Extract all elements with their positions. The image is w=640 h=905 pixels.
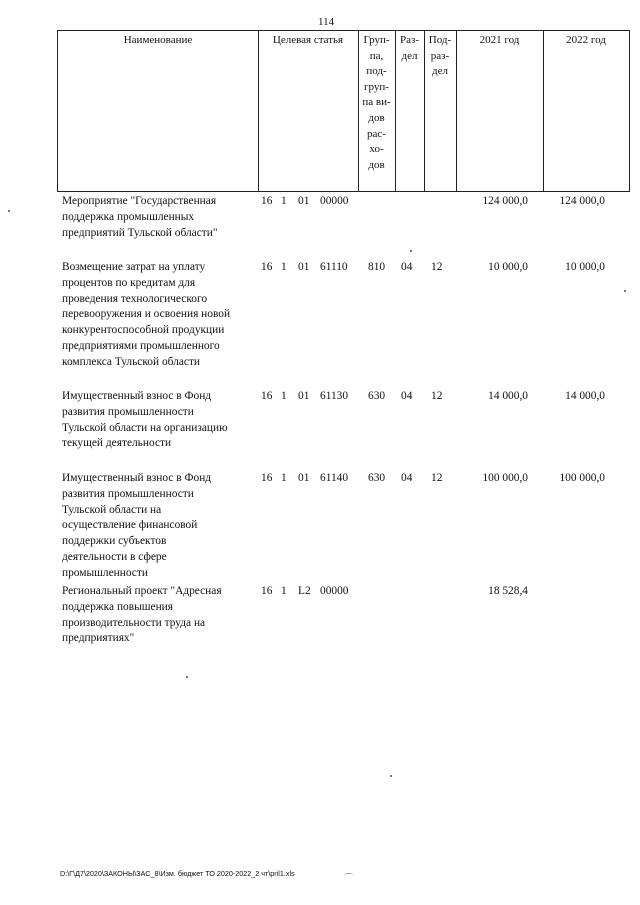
- value-2021: 124 000,0: [482, 195, 528, 207]
- scan-speck: [624, 290, 626, 292]
- code-direction: 61130: [320, 390, 349, 402]
- code-group: 810: [368, 261, 386, 273]
- page-number: 114: [318, 16, 335, 28]
- code-group: 630: [368, 472, 386, 484]
- code-subsection: 12: [431, 261, 443, 273]
- code-program: 16: [261, 585, 273, 597]
- header-subsection: Под- раз- дел: [428, 34, 452, 78]
- value-2022: 14 000,0: [565, 390, 605, 402]
- code-direction: 61110: [320, 261, 348, 273]
- code-program: 16: [261, 195, 273, 207]
- header-divider: [543, 31, 544, 191]
- code-subprogram: 1: [281, 261, 287, 273]
- value-2021: 10 000,0: [488, 261, 528, 273]
- code-section: 04: [401, 261, 413, 273]
- code-subprogram: 1: [281, 585, 287, 597]
- header-divider: [258, 31, 259, 191]
- table-header: [57, 30, 630, 192]
- header-2021: 2021 год: [479, 34, 520, 46]
- scan-speck: [410, 250, 412, 252]
- row-name: Имущественный взнос в Фонд развития промышленности Тульской области на осуществление финансовой поддержки субъектов деятельности в сфере промышленности: [62, 472, 212, 579]
- header-section: Раз- дел: [399, 34, 419, 62]
- code-direction: 61140: [320, 472, 349, 484]
- code-section: 04: [401, 390, 413, 402]
- header-divider: [456, 31, 457, 191]
- value-2022: 10 000,0: [565, 261, 605, 273]
- value-2022: 100 000,0: [559, 472, 605, 484]
- code-subsection: 12: [431, 390, 443, 402]
- value-2022: 124 000,0: [559, 195, 605, 207]
- scan-mark: ⌒: [344, 873, 354, 883]
- code-event: L2: [298, 585, 311, 597]
- code-program: 16: [261, 472, 273, 484]
- value-2021: 18 528,4: [488, 585, 528, 597]
- code-direction: 00000: [320, 585, 349, 597]
- row-name: Мероприятие "Государственная поддержка промышленных предприятий Тульской области": [62, 195, 218, 239]
- row-name: Региональный проект "Адресная поддержка повышения производительности труда на предприятиях": [62, 585, 222, 645]
- value-2021: 14 000,0: [488, 390, 528, 402]
- scan-speck: [390, 775, 392, 777]
- code-event: 01: [298, 195, 310, 207]
- scan-speck: [186, 676, 188, 678]
- code-group: 630: [368, 390, 386, 402]
- code-section: 04: [401, 472, 413, 484]
- code-subsection: 12: [431, 472, 443, 484]
- value-2021: 100 000,0: [482, 472, 528, 484]
- code-direction: 00000: [320, 195, 349, 207]
- header-group: Груп- па, под- груп- па ви- дов рас- хо- дов: [362, 34, 391, 171]
- code-subprogram: 1: [281, 472, 287, 484]
- row-name: Имущественный взнос в Фонд развития промышленности Тульской области на организацию текущей деятельности: [62, 390, 228, 450]
- code-event: 01: [298, 390, 310, 402]
- row-name: Возмещение затрат на уплату процентов по кредитам для проведения технологического перевооружения и освоения новой конкурентоспособной продукции предприятиями промышленного комплекса Тульской области: [62, 261, 231, 368]
- header-target-article: Целевая статья: [272, 34, 344, 46]
- header-name: Наименование: [123, 34, 193, 46]
- code-program: 16: [261, 261, 273, 273]
- file-path-footer: D:\Г\Д7\2020\ЗАКОНЫ\ЗАС_8\Изм. бюджет ТО 2020-2022_2 чт\pril1.xls: [60, 869, 295, 878]
- code-program: 16: [261, 390, 273, 402]
- code-event: 01: [298, 261, 310, 273]
- scan-speck: [8, 210, 10, 212]
- code-subprogram: 1: [281, 195, 287, 207]
- code-event: 01: [298, 472, 310, 484]
- code-subprogram: 1: [281, 390, 287, 402]
- header-2022: 2022 год: [566, 34, 606, 46]
